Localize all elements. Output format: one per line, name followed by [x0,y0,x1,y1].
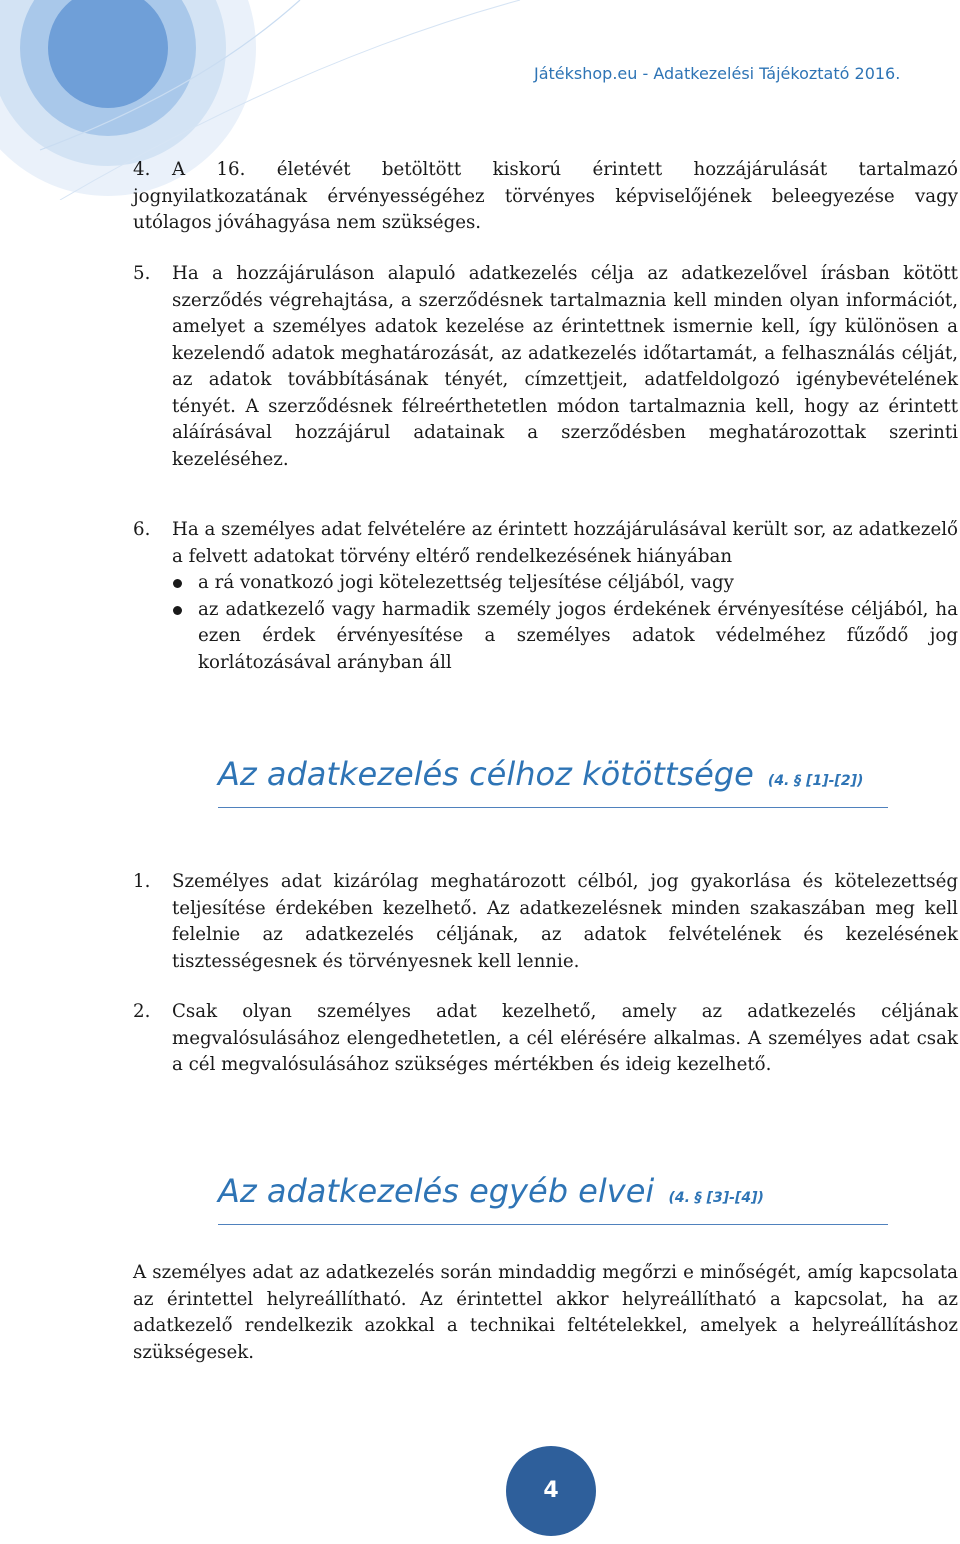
section-heading-reference: (4. § [3]-[4]) [668,1190,764,1206]
bullet-text: a rá vonatkozó jogi kötelezettség teljesítése céljából, vagy [198,572,734,593]
item-text: Ha a hozzájáruláson alapuló adatkezelés célja az adatkezelővel írásban kötött szerződés végrehajtása, a szerződésnek tartalmaznia kell minden olyan információt, amelyet a személyes adatok kezelése az érintettnek ismernie kell, így különösen a kezelendő adatok meghatározását, az adatkezelés időtartamát, a felhasználás célját, az adatok továbbításának tényét, címzettjeit, adatfeldolgozó igénybevételének tényét. A szerződésnek félreérthetetlen módon tartalmaznia kell, hogy az érintett aláírásával hozzájárul adatainak a szerződésben meghatározottak szerinti kezeléséhez. [172,263,958,470]
item-number: 5. [133,263,151,284]
item-text: Személyes adat kizárólag meghatározott célból, jog gyakorlása és kötelezettség teljesítése érdekében kezelhető. Az adatkezelésnek minden szakaszában meg kell felelnie az adatkezelés céljának, az adatok felvételének és kezelésének tisztességesnek és törvényesnek kell lennie. [172,871,958,972]
purpose-item-1 [133,869,958,975]
bullet-item [133,570,958,597]
item-number: 2. [133,1001,151,1022]
item-4 [133,157,958,237]
paragraph-text: A személyes adat az adatkezelés során mindaddig megőrzi e minőségét, amíg kapcsolata az érintettel helyreállítható. Az érintettel akkor helyreállítható a kapcsolat, ha az adatkezelő rendelkezik azokkal a technikai feltételekkel, amelyek a helyreállításhoz szükségesek. [133,1262,958,1363]
item-text: Ha a személyes adat felvételére az érintett hozzájárulásával került sor, az adatkezelő a felvett adatokat törvény eltérő rendelkezésének hiányában [172,519,958,567]
section-heading-text: Az adatkezelés egyéb elvei [218,1172,655,1210]
bullet-list [133,570,958,676]
document-header-title: Játékshop.eu - Adatkezelési Tájékoztató 2016. [534,64,901,83]
section-heading-other-principles [218,1172,888,1225]
item-number: 4. [133,159,151,180]
purpose-item-2 [133,999,958,1079]
bullet-icon [173,579,182,588]
bullet-text: az adatkezelő vagy harmadik személy jogos érdekének érvényesítése céljából, ha ezen érdek érvényesítése a személyes adatok védelméhez fűződő jog korlátozásával arányban áll [198,598,958,673]
item-5 [133,261,958,473]
other-principles-paragraph [133,1260,958,1366]
item-text: A 16. életévét betöltött kiskorú érintett hozzájárulását tartalmazó jognyilatkozatának érvényességéhez törvényes képviselőjének beleegyezése vagy utólagos jóváhagyása nem szükséges. [133,159,958,233]
bullet-item [133,597,958,677]
item-number: 6. [133,519,151,540]
section-heading-text: Az adatkezelés célhoz kötöttsége [218,755,754,793]
bullet-icon [173,606,182,615]
section-heading-purpose [218,755,888,808]
item-text: Csak olyan személyes adat kezelhető, amely az adatkezelés céljának megvalósulásához elengedhetetlen, a cél elérésére alkalmas. A személyes adat csak a cél megvalósulásához szükséges mértékben és ideig kezelhető. [172,1001,958,1075]
section-heading-reference: (4. § [1]-[2]) [767,773,864,789]
page-number-badge: 4 [506,1446,596,1536]
item-6 [133,517,958,676]
item-number: 1. [133,871,151,892]
